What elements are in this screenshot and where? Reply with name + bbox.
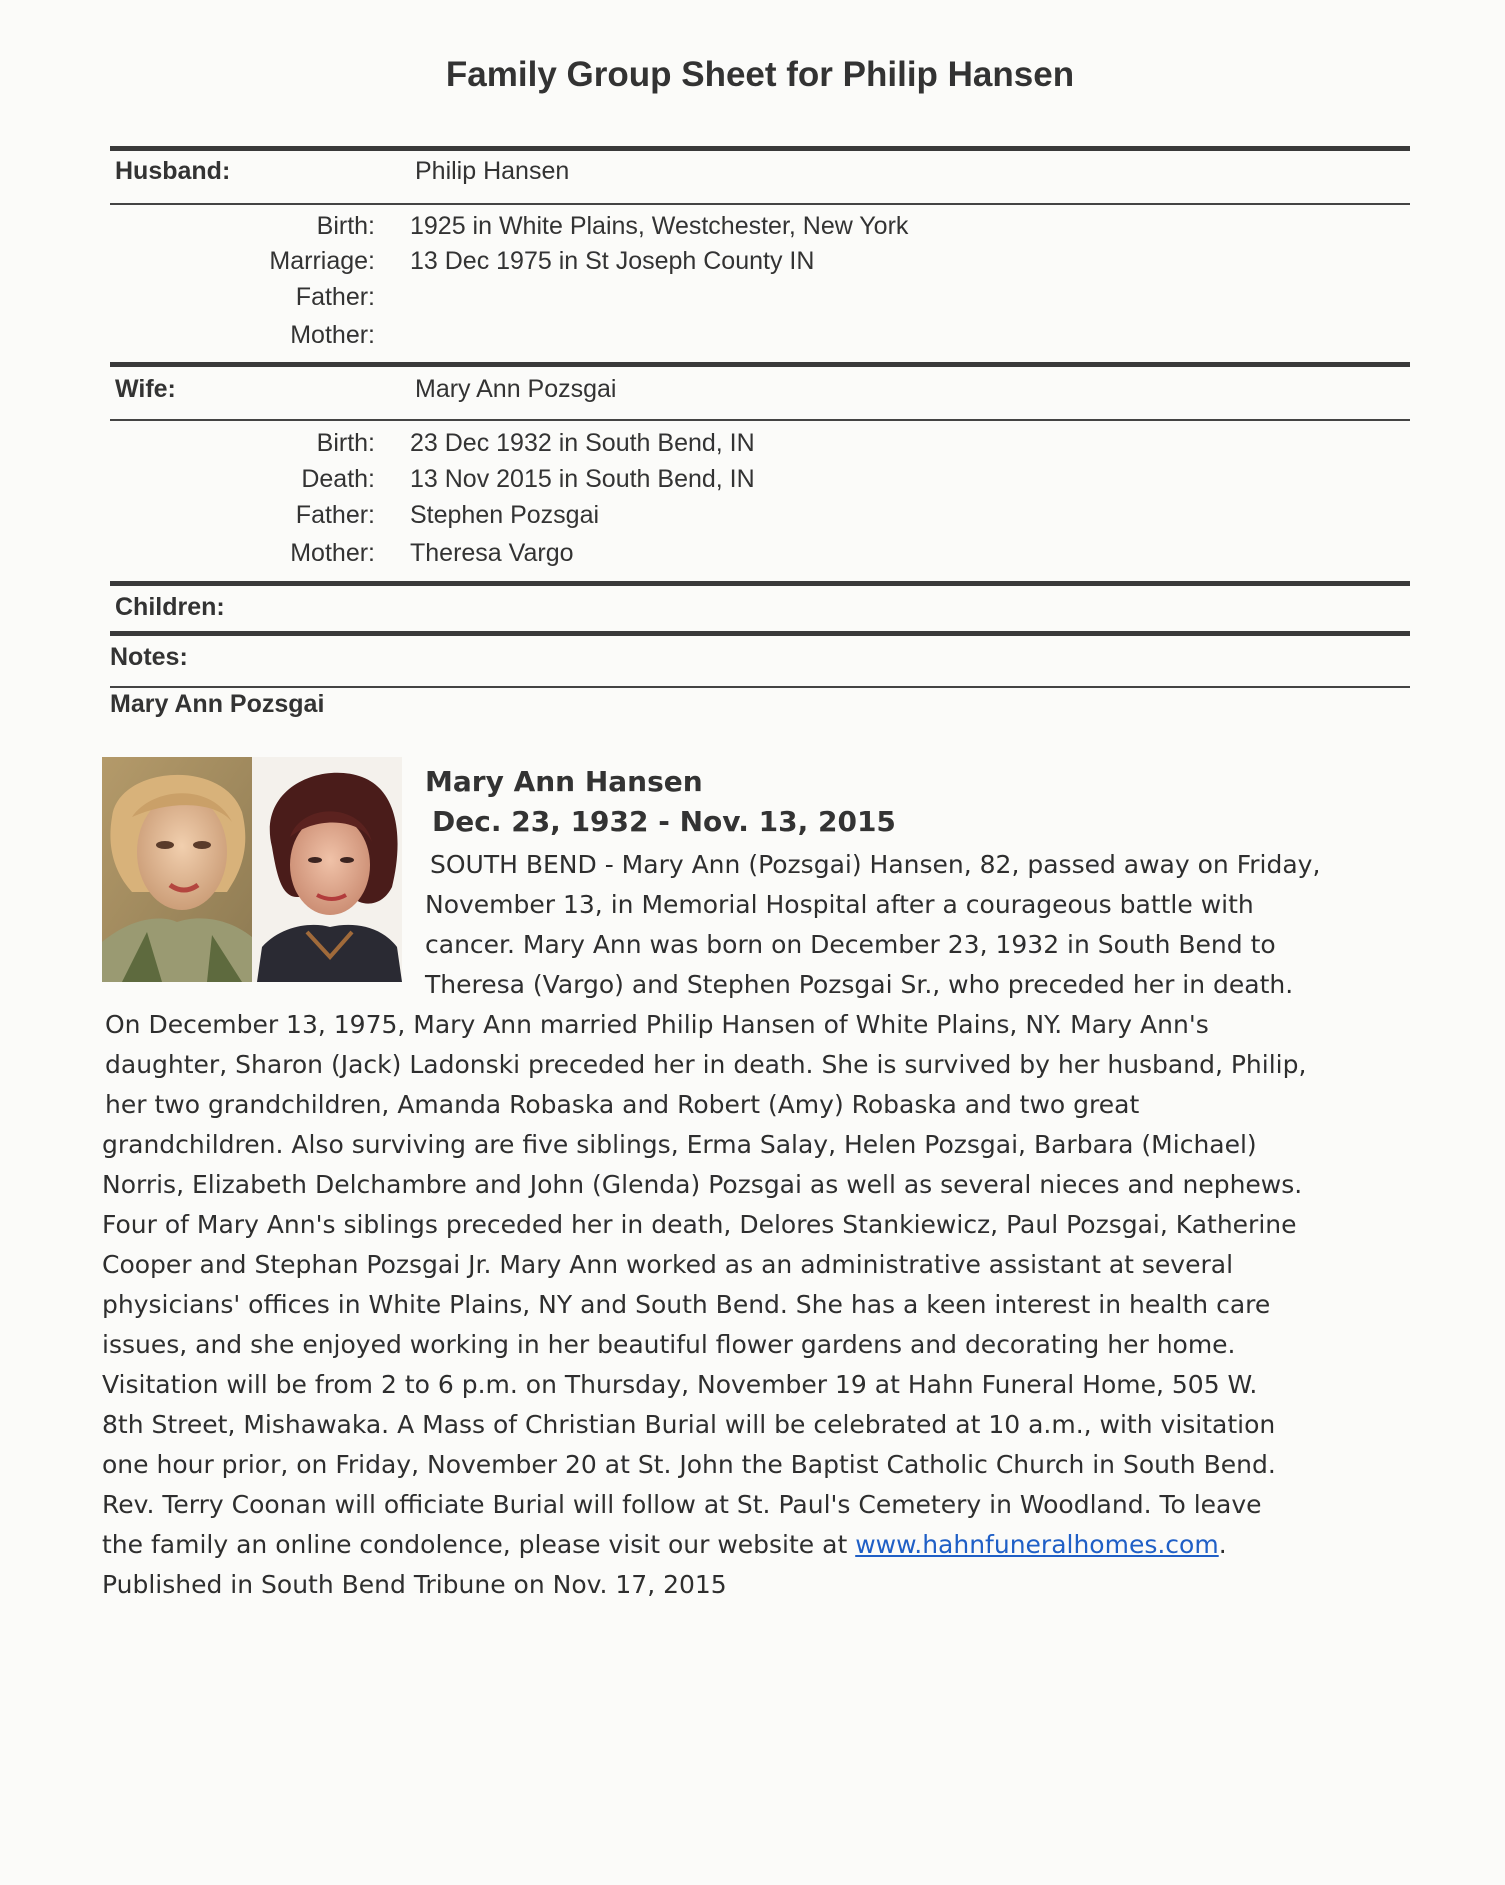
husband-fact-label: Mother: bbox=[290, 321, 375, 349]
obituary-line: issues, and she enjoyed working in her beautiful flower gardens and decorating her home. bbox=[102, 1330, 1236, 1359]
obituary-line bbox=[102, 1530, 1227, 1559]
wife-fact-label: Birth: bbox=[316, 429, 375, 457]
divider bbox=[110, 581, 1410, 586]
children-label: Children: bbox=[115, 593, 225, 621]
obituary-line: Theresa (Vargo) and Stephen Pozsgai Sr., who preceded her in death. bbox=[425, 970, 1294, 999]
husband-fact-value: 13 Dec 1975 in St Joseph County IN bbox=[410, 247, 815, 275]
obituary-line: physicians' offices in White Plains, NY and South Bend. She has a keen interest in health care bbox=[102, 1290, 1271, 1319]
obituary-line: one hour prior, on Friday, November 20 at St. John the Baptist Catholic Church in South Bend. bbox=[102, 1450, 1276, 1479]
wife-fact-label: Death: bbox=[301, 465, 375, 493]
wife-label: Wife: bbox=[115, 375, 176, 403]
divider bbox=[110, 146, 1410, 151]
divider bbox=[110, 419, 1410, 421]
husband-fact-value: 1925 in White Plains, Westchester, New York bbox=[410, 212, 909, 240]
divider bbox=[110, 362, 1410, 367]
obituary-line: November 13, in Memorial Hospital after a courageous battle with bbox=[425, 890, 1254, 919]
obituary-line: Cooper and Stephan Pozsgai Jr. Mary Ann worked as an administrative assistant at several bbox=[102, 1250, 1234, 1279]
divider bbox=[110, 686, 1410, 688]
obituary-line: 8th Street, Mishawaka. A Mass of Christian Burial will be celebrated at 10 a.m., with visitation bbox=[102, 1410, 1276, 1439]
obituary-line: Rev. Terry Coonan will officiate Burial will follow at St. Paul's Cemetery in Woodland. To leave bbox=[102, 1490, 1262, 1519]
wife-fact-value: 13 Nov 2015 in South Bend, IN bbox=[410, 465, 755, 493]
portrait-photo-young bbox=[102, 757, 252, 982]
wife-fact-label: Father: bbox=[295, 501, 375, 529]
obituary-line: On December 13, 1975, Mary Ann married Philip Hansen of White Plains, NY. Mary Ann's bbox=[105, 1010, 1209, 1039]
husband-label: Husband: bbox=[115, 157, 231, 185]
husband-fact-label: Marriage: bbox=[269, 247, 375, 275]
husband-fact-label: Father: bbox=[295, 283, 375, 311]
obituary-line: cancer. Mary Ann was born on December 23, 1932 in South Bend to bbox=[425, 930, 1276, 959]
obituary-line-text: the family an online condolence, please visit our website at bbox=[102, 1530, 856, 1559]
obituary-line: Visitation will be from 2 to 6 p.m. on Thursday, November 19 at Hahn Funeral Home, 505 W. bbox=[102, 1370, 1258, 1399]
notes-label: Notes: bbox=[110, 643, 188, 671]
husband-fact-label: Birth: bbox=[316, 212, 375, 240]
wife-fact-value: 23 Dec 1932 in South Bend, IN bbox=[410, 429, 755, 457]
obituary-published: Published in South Bend Tribune on Nov. 17, 2015 bbox=[102, 1570, 727, 1599]
husband-name: Philip Hansen bbox=[415, 157, 570, 185]
obituary-line: Norris, Elizabeth Delchambre and John (Glenda) Pozsgai as well as several nieces and nephews. bbox=[102, 1170, 1303, 1199]
funeral-home-website-link[interactable]: www.hahnfuneralhomes.com bbox=[855, 1530, 1219, 1559]
obituary-line: SOUTH BEND - Mary Ann (Pozsgai) Hansen, 82, passed away on Friday, bbox=[430, 850, 1321, 879]
obituary-line: daughter, Sharon (Jack) Ladonski preceded her in death. She is survived by her husband, Philip, bbox=[105, 1050, 1307, 1079]
obituary-name: Mary Ann Hansen bbox=[425, 765, 703, 798]
notes-subject: Mary Ann Pozsgai bbox=[110, 690, 325, 718]
divider bbox=[110, 631, 1410, 636]
obituary-dates: Dec. 23, 1932 - Nov. 13, 2015 bbox=[432, 805, 896, 838]
obituary-line: grandchildren. Also surviving are five siblings, Erma Salay, Helen Pozsgai, Barbara (Michael) bbox=[102, 1130, 1257, 1159]
portrait-photo-older bbox=[252, 757, 402, 982]
obituary-line: her two grandchildren, Amanda Robaska and Robert (Amy) Robaska and two great bbox=[105, 1090, 1140, 1119]
wife-fact-value: Theresa Vargo bbox=[410, 539, 574, 567]
wife-fact-label: Mother: bbox=[290, 539, 375, 567]
wife-fact-value: Stephen Pozsgai bbox=[410, 501, 600, 529]
page-title: Family Group Sheet for Philip Hansen bbox=[445, 55, 1075, 94]
obituary-line: Four of Mary Ann's siblings preceded her in death, Delores Stankiewicz, Paul Pozsgai, Katherine bbox=[102, 1210, 1297, 1239]
wife-name: Mary Ann Pozsgai bbox=[415, 375, 617, 403]
obituary-line-text: . bbox=[1218, 1530, 1227, 1559]
divider bbox=[110, 203, 1410, 205]
